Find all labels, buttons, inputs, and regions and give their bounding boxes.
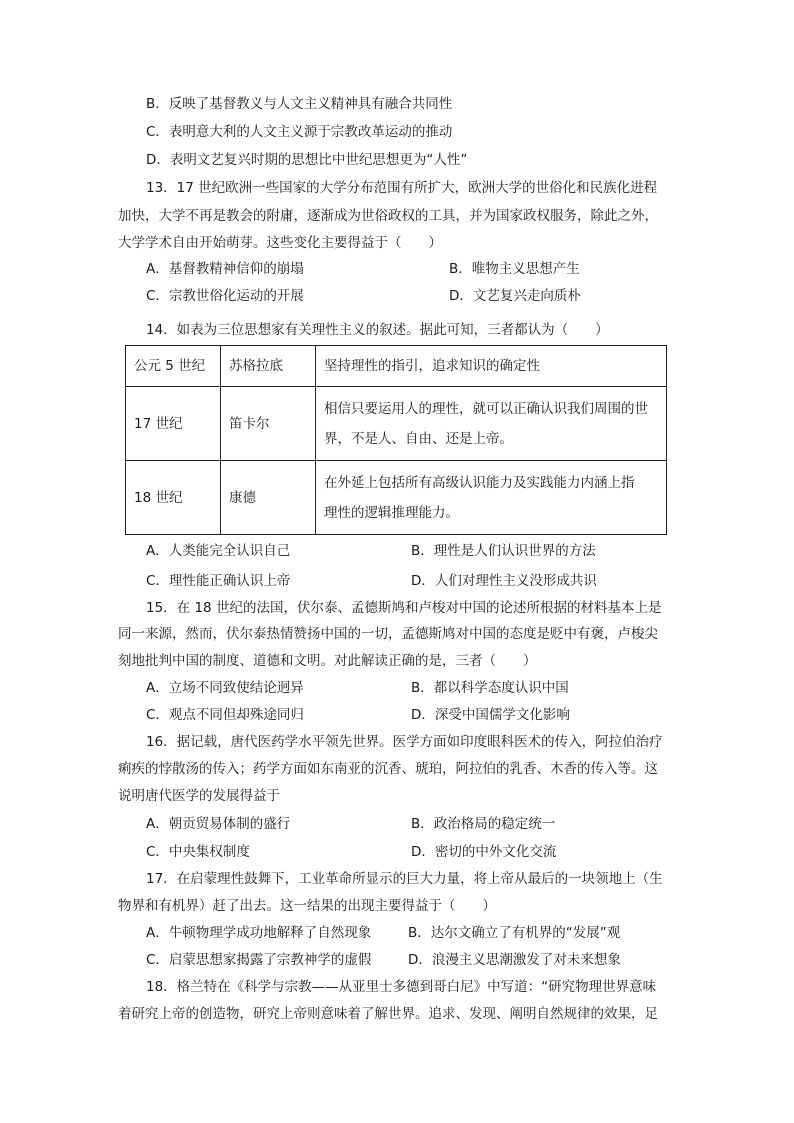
- q14-cell-desc: [316, 461, 667, 535]
- q14-stem: 14．如表为三位思想家有关理性主义的叙述。据此可知，三者都认为（ ）: [146, 322, 609, 338]
- q14-table-row: [126, 387, 667, 461]
- q15-option-d: D．深受中国儒学文化影响: [411, 707, 570, 723]
- q14-table-row: [126, 346, 667, 387]
- q16-stem-line-1: 16．据记载，唐代医药学水平领先世界。医学方面如印度眼科医术的传入，阿拉伯治疗: [146, 734, 663, 750]
- q17-options-row-1: [146, 923, 706, 943]
- q14-table: [125, 345, 667, 535]
- q15-stem-line-2: 同一来源，然而，伏尔泰热情赞扬中国的一切，孟德斯鸠对中国的态度是贬中有褒，卢梭尖: [118, 626, 658, 642]
- q14-options-row-2: [146, 571, 706, 591]
- q14-option-c: C．理性能正确认识上帝: [146, 573, 291, 589]
- q14-cell-name: 笛卡尔: [221, 387, 316, 461]
- q12-option-c: C．表明意大利的人文主义源于宗教改革运动的推动: [146, 124, 453, 140]
- q16-options-row-1: [146, 814, 706, 834]
- q16-option-b: B．政治格局的稳定统一: [411, 816, 556, 832]
- q14-option-b: B．理性是人们认识世界的方法: [411, 543, 596, 559]
- q16-option-d: D．密切的中外文化交流: [411, 844, 557, 860]
- q18-stem-line-2: 着研究上帝的创造物，研究上帝则意味着了解世界。追求、发现、阐明自然规律的效果，足: [118, 1006, 658, 1022]
- q13-stem-line-3: 大学学术自由开始萌芽。这些变化主要得益于（ ）: [118, 235, 442, 251]
- q13-stem-line-2: 加快，大学不再是教会的附庸，逐渐成为世俗政权的工具，并为国家政权服务，除此之外，: [118, 208, 658, 224]
- q14-cell-name: 康德: [221, 461, 316, 535]
- q17-option-b: B．达尔文确立了有机界的“发展”观: [408, 925, 621, 941]
- q13-stem-line-1: 13．17 世纪欧洲一些国家的大学分布范围有所扩大，欧洲大学的世俗化和民族化进程: [146, 180, 658, 196]
- q14-option-d: D．人们对理性主义没形成共识: [411, 573, 597, 589]
- q15-stem-line-1: 15．在 18 世纪的法国，伏尔泰、孟德斯鸠和卢梭对中国的论述所根据的材料基本上是: [146, 600, 662, 616]
- q13-option-a: A．基督教精神信仰的崩塌: [146, 261, 304, 277]
- q16-option-a: A．朝贡贸易体制的盛行: [146, 816, 291, 832]
- q13-option-c: C．宗教世俗化运动的开展: [146, 288, 304, 304]
- q14-cell-desc: [316, 346, 667, 387]
- q12-option-b: B．反映了基督教义与人文主义精神具有融合共同性: [146, 96, 453, 112]
- q15-options-row-2: [146, 705, 706, 725]
- q12-option-d: D．表明文艺复兴时期的思想比中世纪思想更为“人性”: [146, 152, 468, 168]
- q15-option-a: A．立场不同致使结论迥异: [146, 680, 304, 696]
- q14-cell-desc-line: 相信只要运用人的理性，就可以正确认识我们周围的世: [324, 400, 648, 417]
- q13-options-row-2: [146, 286, 706, 306]
- q15-option-c: C．观点不同但却殊途同归: [146, 707, 304, 723]
- q18-stem-line-1: 18．格兰特在《科学与宗教——从亚里士多德到哥白尼》中写道：“研究物理世界意味: [146, 979, 657, 995]
- q13-option-d: D．文艺复兴走向质朴: [449, 288, 581, 304]
- q14-cell-desc-line: 在外延上包括所有高级认识能力及实践能力内涵上指: [324, 474, 635, 491]
- q16-stem-line-2: 痢疾的悖散汤的传入；药学方面如东南亚的沉香、琥珀，阿拉伯的乳香、木香的传入等。这: [118, 761, 658, 777]
- q14-cell-name: 苏格拉底: [221, 346, 316, 387]
- q15-stem-line-3: 刻地批判中国的制度、道德和文明。对此解读正确的是，三者（ ）: [118, 653, 537, 669]
- q17-option-d: D．浪漫主义思潮激发了对未来想象: [408, 952, 621, 968]
- q14-cell-era: 18 世纪: [126, 461, 221, 535]
- q14-cell-era: 17 世纪: [126, 387, 221, 461]
- q15-options-row-1: [146, 678, 706, 698]
- q14-option-a: A．人类能完全认识自己: [146, 543, 291, 559]
- q14-table-row: [126, 461, 667, 535]
- q14-cell-desc-line: 坚持理性的指引，追求知识的确定性: [324, 358, 540, 374]
- q17-stem-line-2: 物界和有机界）赶了出去。这一结果的出现主要得益于（ ）: [118, 898, 496, 914]
- q14-cell-desc-line: 界，不是人、自由、还是上帝。: [324, 430, 513, 447]
- q14-options-row-1: [146, 541, 706, 561]
- q15-option-b: B．都以科学态度认识中国: [411, 680, 569, 696]
- q17-options-row-2: [146, 950, 706, 970]
- q13-options-row-1: [146, 259, 706, 279]
- q16-options-row-2: [146, 842, 706, 862]
- q14-cell-desc: [316, 387, 667, 461]
- q17-stem-line-1: 17．在启蒙理性鼓舞下，工业革命所显示的巨大力量，将上帝从最后的一块领地上（生: [146, 871, 663, 887]
- q17-option-c: C．启蒙思想家揭露了宗教神学的虚假: [146, 952, 372, 968]
- q16-stem-line-3: 说明唐代医学的发展得益于: [118, 788, 280, 804]
- q16-option-c: C．中央集权制度: [146, 844, 250, 860]
- q14-cell-desc-line: 理性的逻辑推理能力。: [324, 504, 459, 521]
- q13-option-b: B．唯物主义思想产生: [449, 261, 580, 277]
- q14-cell-era: 公元 5 世纪: [126, 346, 221, 387]
- q17-option-a: A．牛顿物理学成功地解释了自然现象: [146, 925, 372, 941]
